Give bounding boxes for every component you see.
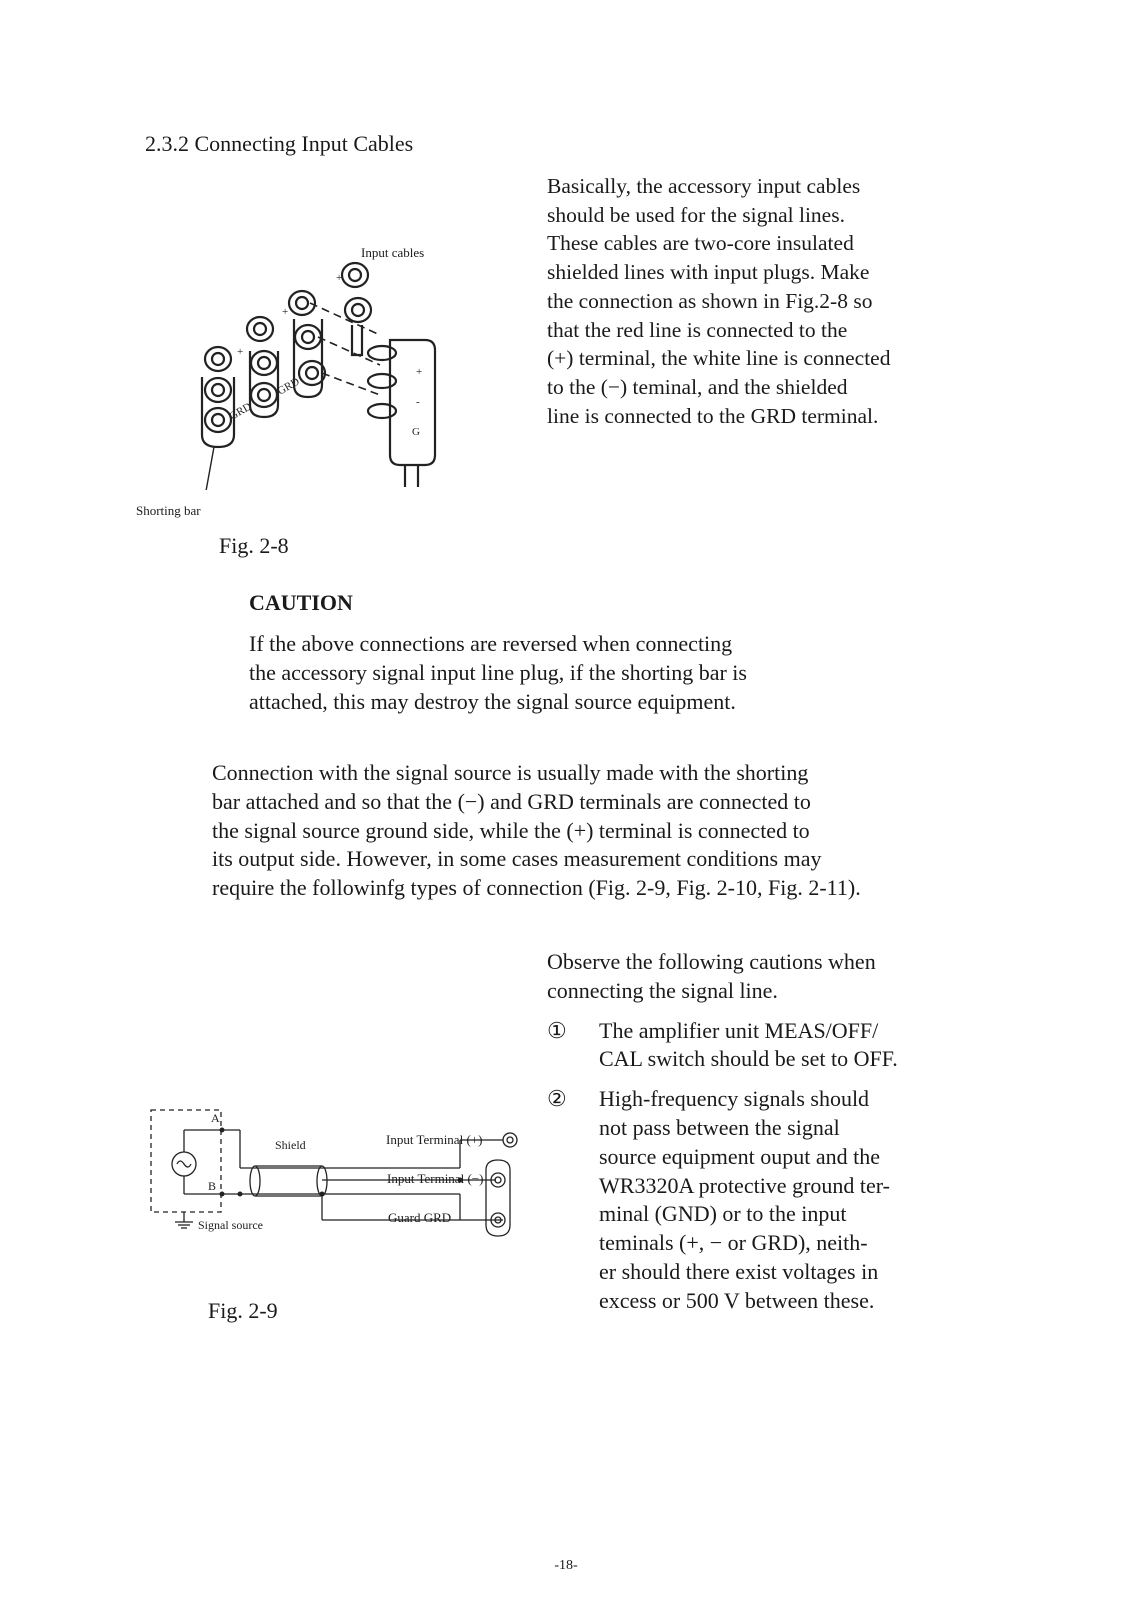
item-line: The amplifier unit MEAS/OFF/: [599, 1017, 879, 1043]
mark-plug-minus: -: [416, 396, 420, 408]
connection-line: its output side. However, in some cases measurement conditions may: [212, 846, 822, 872]
input-cables-label: Input cables: [361, 245, 425, 260]
caution-line: If the above connections are reversed when connecting: [249, 631, 733, 656]
item-line: minal (GND) or to the input: [599, 1201, 847, 1227]
shorting-bar: [486, 1160, 510, 1236]
mark-plug-plus: +: [416, 366, 423, 378]
intro-line: (+) terminal, the white line is connected: [547, 346, 891, 371]
signal-source-box: [151, 1110, 221, 1212]
node-b-dot: [220, 1192, 225, 1197]
caution-item-2: [547, 1085, 947, 1315]
mark-grd-2: GRD: [275, 375, 302, 398]
fig-2-9-caption: Fig. 2-9: [208, 1298, 278, 1323]
input-terminal-plus-label: Input Terminal (+): [386, 1132, 483, 1147]
item-line: er should there exist voltages in: [599, 1258, 879, 1284]
input-plug: [368, 340, 435, 487]
observe-cautions: [547, 948, 947, 1316]
connection-paragraph: [212, 759, 952, 903]
mark-plug-g: G: [412, 426, 420, 438]
caution-title: CAUTION: [249, 590, 353, 615]
caution-item-1: [547, 1017, 947, 1075]
intro-line: Basically, the accessory input cables: [547, 174, 861, 198]
observe-intro-line: Observe the following cautions when: [547, 949, 876, 974]
shield-label: Shield: [275, 1138, 306, 1152]
item-line: excess or 500 V between these.: [599, 1287, 875, 1313]
intro-line: that the red line is connected to the: [547, 317, 848, 342]
intro-paragraph: [547, 172, 937, 430]
node-b-label: B: [208, 1179, 217, 1193]
intro-line: to the (−) teminal, and the shielded: [547, 374, 848, 399]
shorting-bar-leader: [206, 447, 214, 490]
intro-line: These cables are two-core insulated: [547, 231, 854, 256]
fig-2-8-illustration: [180, 255, 480, 490]
caution-line: the accessory signal input line plug, if the shorting bar is: [249, 659, 747, 685]
item-line: High-frequency signals should: [599, 1086, 870, 1112]
fig-2-8-caption: Fig. 2-8: [219, 533, 289, 558]
mark-plus-1: +: [237, 346, 244, 358]
signal-source-label: Signal source: [198, 1218, 263, 1232]
item-line: not pass between the signal: [599, 1114, 840, 1140]
connection-line: the signal source ground side, while the (+) terminal is connected to: [212, 817, 810, 843]
section-heading: 2.3.2 Connecting Input Cables: [145, 131, 414, 156]
item-line: WR3320A protective ground ter-: [599, 1172, 890, 1198]
mark-plus-3: +: [336, 272, 343, 284]
input-terminal-plus-icon: [503, 1133, 517, 1147]
connection-line: bar attached and so that the (−) and GRD terminals are connected to: [212, 788, 811, 814]
connection-line: require the followinfg types of connection (Fig. 2-9, Fig. 2-10, Fig. 2-11).: [212, 875, 861, 901]
connection-line: Connection with the signal source is usually made with the shorting: [212, 760, 809, 785]
page-number: -18-: [554, 1558, 578, 1573]
intro-line: the connection as shown in Fig.2-8 so: [547, 288, 873, 313]
right-terminal-column: [342, 263, 371, 355]
shorting-bar-label: Shorting bar: [136, 503, 201, 518]
left-terminal-column: [202, 347, 234, 447]
node-a-dot: [220, 1128, 225, 1133]
mark-plus-2: +: [282, 306, 289, 318]
shield-left-end: [250, 1166, 260, 1196]
caution-line: attached, this may destroy the signal source equipment.: [249, 688, 736, 714]
guard-grd-label: Guard GRD: [388, 1210, 452, 1225]
item-number: ②: [547, 1086, 567, 1112]
item-line: teminals (+, − or GRD), neith-: [599, 1230, 868, 1256]
item-line: CAL switch should be set to OFF.: [599, 1046, 898, 1072]
item-line: source equipment ouput and the: [599, 1143, 881, 1169]
intro-line: shielded lines with input plugs. Make: [547, 260, 870, 285]
input-terminal-minus-label: Input Terminal (−): [387, 1171, 484, 1186]
intro-line: line is connected to the GRD terminal.: [547, 403, 879, 428]
node-a-label: A: [211, 1111, 220, 1125]
intro-line: should be used for the signal lines.: [547, 202, 845, 227]
mark-grd-1: GRD: [227, 400, 254, 423]
caution-body: [249, 630, 869, 716]
middle-left-terminal-column: [247, 317, 278, 417]
observe-intro-line: connecting the signal line.: [547, 977, 778, 1003]
item-number: ①: [547, 1017, 567, 1043]
